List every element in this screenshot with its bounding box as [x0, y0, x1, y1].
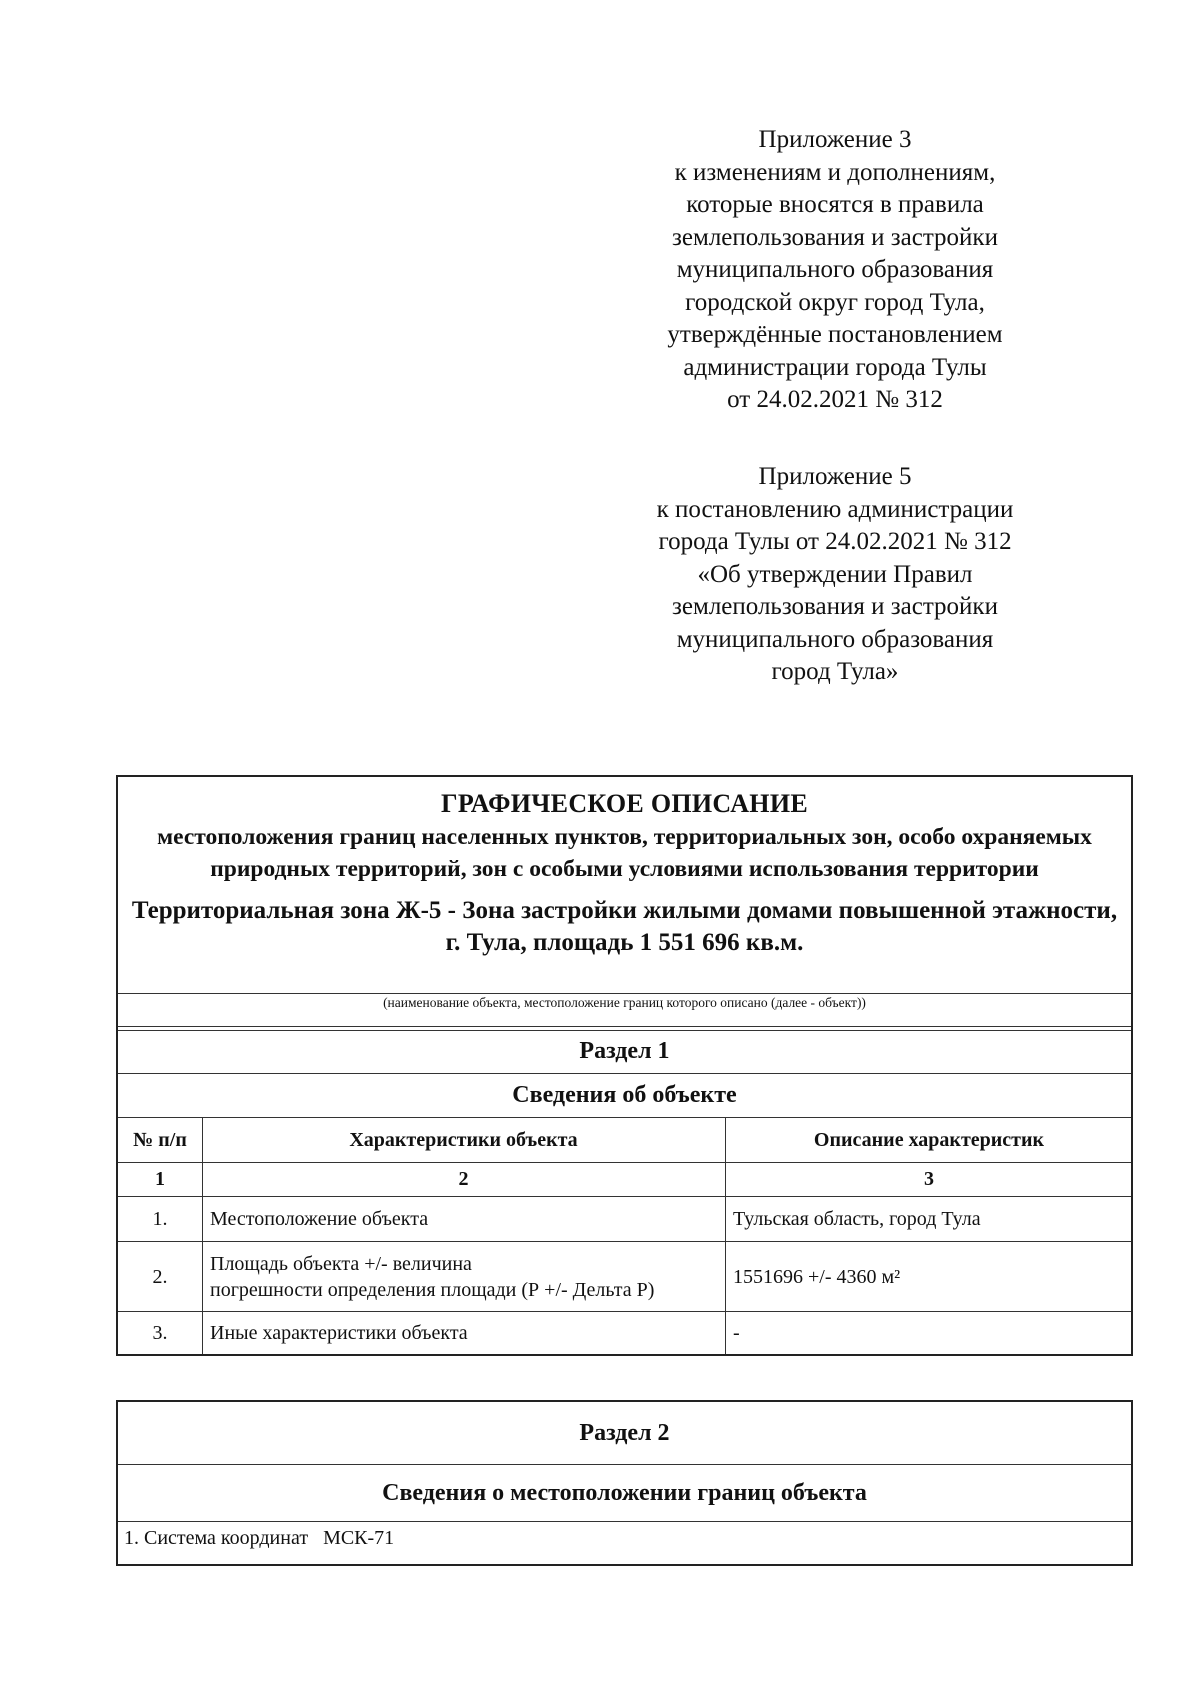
row-number: 2.	[152, 1265, 168, 1288]
appendix-3-block	[600, 124, 1070, 417]
description-title: ГРАФИЧЕСКОЕ ОПИСАНИЕ	[441, 789, 808, 818]
appendix-5-line: Приложение 5	[758, 463, 912, 490]
characteristic-name-cell	[202, 1242, 725, 1311]
column-number: 2	[458, 1168, 469, 1190]
object-caption: (наименование объекта, местоположение границ которого описано (далее - объект))	[383, 995, 866, 1010]
divider	[118, 1521, 1131, 1522]
column-header-number: № п/п	[133, 1128, 187, 1151]
appendix-5-block	[600, 461, 1070, 689]
section-2-subtitle: Сведения о местоположении границ объекта	[382, 1479, 867, 1506]
divider	[118, 1026, 1131, 1027]
column-divider	[725, 1118, 726, 1354]
characteristic-value: -	[733, 1322, 740, 1344]
coordinate-system-label: 1. Система координат	[124, 1527, 309, 1549]
coordinate-system-line	[124, 1525, 394, 1551]
appendix-3-line: Приложение 3	[758, 126, 912, 153]
description-title-block	[118, 787, 1131, 959]
section-2-box	[116, 1400, 1133, 1566]
column-header-description: Описание характеристик	[813, 1128, 1045, 1151]
section-1-title: Раздел 1	[579, 1038, 670, 1064]
appendix-3-line: к изменениям и дополнениям,	[674, 158, 996, 186]
column-number: 3	[924, 1168, 934, 1190]
row-number: 3.	[152, 1322, 168, 1344]
appendix-5-line: город Тула»	[771, 658, 899, 685]
characteristic-name: Иные характеристики объекта	[210, 1322, 468, 1344]
appendix-5-line: муниципального образования	[676, 625, 994, 653]
appendix-3-line: которые вносятся в правила	[686, 191, 984, 218]
characteristic-value: Тульская область, город Тула	[733, 1208, 981, 1230]
characteristic-name: Площадь объекта +/- величина	[210, 1252, 472, 1275]
section-1-subtitle: Сведения об объекте	[512, 1082, 737, 1108]
appendix-3-line: городской округ город Тула,	[685, 288, 985, 316]
appendix-3-line: администрации города Тулы	[683, 353, 987, 381]
appendix-5-line: города Тулы от 24.02.2021 № 312	[658, 528, 1012, 555]
appendix-5-line: землепользования и застройки	[672, 593, 998, 620]
appendix-3-line: землепользования и застройки	[672, 223, 998, 251]
characteristic-name: Местоположение объекта	[210, 1208, 429, 1230]
appendix-5-line: «Об утверждении Правил	[697, 560, 973, 588]
appendix-3-line: муниципального образования	[676, 256, 994, 283]
section-2-title: Раздел 2	[579, 1419, 670, 1446]
row-number: 1.	[152, 1208, 168, 1230]
characteristic-name: погрешности определения площади (Р +/- Дельта Р)	[210, 1278, 655, 1301]
appendix-3-line: утверждённые постановлением	[667, 321, 1003, 348]
column-number: 1	[155, 1168, 165, 1190]
appendix-5-line: к постановлению администрации	[656, 495, 1014, 523]
appendix-3-line: от 24.02.2021 № 312	[727, 386, 943, 413]
coordinate-system-value: МСК-71	[323, 1527, 395, 1549]
description-subtitle: местоположения границ населенных пунктов, территориальных зон, особо охраняемых природных территорий, зон с особыми условиями использования территории	[157, 824, 1092, 882]
graphic-description-box	[116, 775, 1133, 1356]
characteristic-value: 1551696 +/- 4360 м²	[733, 1265, 901, 1288]
zone-name: Территориальная зона Ж-5 - Зона застройки жилыми домами повышенной этажности, г. Тула, площадь 1 551 696 кв.м.	[131, 897, 1118, 956]
column-header-characteristics: Характеристики объекта	[349, 1128, 578, 1151]
column-divider	[202, 1118, 203, 1354]
